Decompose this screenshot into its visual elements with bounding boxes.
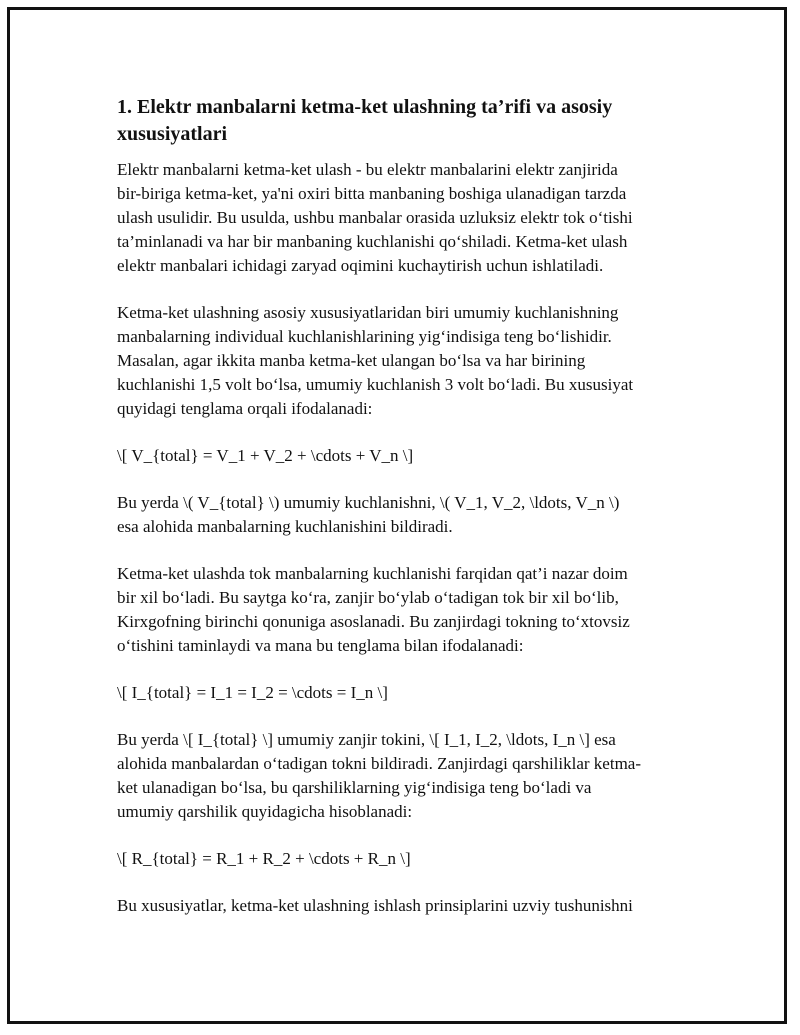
equation-voltage: \[ V_{total} = V_1 + V_2 + \cdots + V_n \]	[117, 446, 414, 465]
paragraph-current-property: Ketma-ket ulashda tok manbalarning kuchlanishi farqidan qat’i nazar doim bir xil bo‘ladi. Bu saytga ko‘ra, zanjir bo‘ylab o‘tadigan tok bir xil bo‘lib, Kirxgofning birinchi qonuniga asoslanadi. Bu zanjirdagi tokning to‘xtovsiz o‘tishini taminlaydi va mana bu tenglama bilan ifodalanadi:	[117, 564, 630, 655]
section-heading: 1. Elektr manbalarni ketma-ket ulashning ta’rifi va asosiy xususiyatlari	[117, 96, 613, 145]
document-body	[117, 94, 687, 918]
paragraph-conclusion: Bu xususiyatlar, ketma-ket ulashning ishlash prinsiplarini uzviy tushunishni	[117, 896, 633, 915]
paragraph-current-explanation: Bu yerda \[ I_{total} \] umumiy zanjir tokini, \[ I_1, I_2, \ldots, I_n \] esa alohida manbalardan o‘tadigan tokni bildiradi. Zanjirdagi qarshiliklar ketma- ket ulanadigan bo‘lsa, bu qarshiliklarning yig‘indisiga teng bo‘ladi va umumiy qarshilik quyidagicha hisoblanadi:	[117, 730, 641, 821]
paragraph-definition: Elektr manbalarni ketma-ket ulash - bu elektr manbalarini elektr zanjirida bir-biriga ketma-ket, ya'ni oxiri bitta manbaning boshiga ulanadigan tarzda ulash usulidir. Bu usulda, ushbu manbalar orasida uzluksiz elektr tok o‘tishi ta’minlanadi va har bir manbaning kuchlanishi qo‘shiladi. Ketma-ket ulash elektr manbalari ichidagi zaryad oqimini kuchaytirish uchun ishlatiladi.	[117, 160, 633, 275]
paragraph-voltage-property: Ketma-ket ulashning asosiy xususiyatlaridan biri umumiy kuchlanishning manbalarning individual kuchlanishlarining yig‘indisiga teng bo‘lishidir. Masalan, agar ikkita manba ketma-ket ulangan bo‘lsa va har birining kuchlanishi 1,5 volt bo‘lsa, umumiy kuchlanish 3 volt bo‘ladi. Bu xususiyat quyidagi tenglama orqali ifodalanadi:	[117, 303, 634, 418]
equation-resistance: \[ R_{total} = R_1 + R_2 + \cdots + R_n \]	[117, 849, 411, 868]
equation-current: \[ I_{total} = I_1 = I_2 = \cdots = I_n \]	[117, 683, 388, 702]
paragraph-voltage-explanation: Bu yerda \( V_{total} \) umumiy kuchlanishni, \( V_1, V_2, \ldots, V_n \) esa alohida manbalarning kuchlanishini bildiradi.	[117, 493, 620, 536]
